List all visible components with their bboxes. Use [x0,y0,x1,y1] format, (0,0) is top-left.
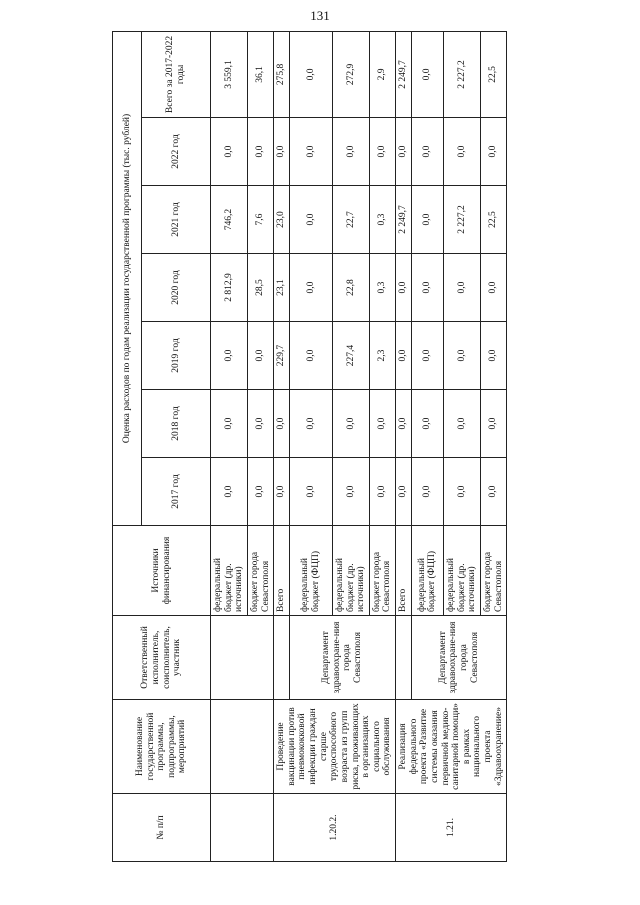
header-num: № п/п [113,794,211,862]
cell-value: 0,0 [369,118,395,186]
cell-value: 0,0 [444,390,481,458]
cell-resp: Департамент здравоохране-ния города Севастополя [289,616,395,700]
cell-value: 0,0 [274,118,290,186]
table-row [211,31,248,861]
cell-value: 0,0 [411,458,444,526]
cell-source: федеральный бюджет (др. источники) [444,526,481,616]
cell-num-empty [211,794,274,862]
cell-value: 0,0 [274,458,290,526]
cell-value: 22,8 [332,254,369,322]
cell-value: 0,0 [411,186,444,254]
header-total: Всего за 2017-2022 годы [142,31,211,117]
header-estimate: Оценка расходов по годам реализации государственной программы (тыс. рублей) [113,31,142,525]
header-year: 2022 год [142,118,211,186]
cell-source: бюджет города Севастополя [369,526,395,616]
cell-value: 0,0 [289,458,332,526]
cell-value: 0,0 [481,322,507,390]
cell-value: 0,0 [369,458,395,526]
cell-value: 2 249,7 [396,186,412,254]
cell-value: 0,0 [444,254,481,322]
header-year: 2020 год [142,254,211,322]
cell-resp-empty [274,616,290,700]
cell-value: 0,0 [396,390,412,458]
cell-value: 0,3 [369,186,395,254]
cell-value: 2,3 [369,322,395,390]
cell-resp-empty [396,616,412,700]
cell-value: 0,0 [289,118,332,186]
cell-value: 0,0 [411,254,444,322]
cell-source: федеральный бюджет (др. источники) [332,526,369,616]
cell-value: 0,0 [211,390,248,458]
cell-value: 227,4 [332,322,369,390]
cell-source: Всего [396,526,412,616]
cell-value: 0,0 [211,458,248,526]
header-year: 2021 год [142,186,211,254]
cell-value: 0,0 [396,458,412,526]
header-year: 2017 год [142,458,211,526]
cell-value: 0,0 [481,118,507,186]
cell-value: 0,0 [481,390,507,458]
cell-num: 1.21. [396,794,507,862]
table-row [396,31,412,861]
cell-value: 0,0 [247,458,273,526]
cell-value: 0,0 [444,322,481,390]
cell-value: 0,0 [211,118,248,186]
cell-value: 0,0 [481,458,507,526]
cell-resp: Департамент здравоохране-ния города Севастополя [411,616,507,700]
cell-value: 0,0 [481,254,507,322]
cell-source: бюджет города Севастополя [247,526,273,616]
cell-num: 1.20.2. [274,794,396,862]
cell-value: 0,0 [396,118,412,186]
cell-value: 0,0 [332,118,369,186]
cell-value: 0,0 [369,390,395,458]
cell-value: 0,0 [444,118,481,186]
cell-total: 0,0 [411,31,444,117]
cell-value: 28,5 [247,254,273,322]
cell-value: 0,0 [289,254,332,322]
cell-value: 0,0 [396,254,412,322]
header-year: 2018 год [142,390,211,458]
cell-total: 2 249,7 [396,31,412,117]
cell-value: 0,0 [211,322,248,390]
table-row [274,31,290,861]
cell-value: 0,0 [396,322,412,390]
cell-name-empty [211,700,274,794]
cell-total: 36,1 [247,31,273,117]
cell-value: 0,0 [289,322,332,390]
cell-resp-empty [211,616,274,700]
cell-source: бюджет города Севастополя [481,526,507,616]
cell-total: 3 559,1 [211,31,248,117]
cell-total: 22,5 [481,31,507,117]
cell-name: Реализация федерального проекта «Развитие системы оказания первичной медико-санитарной помощи» в рамках национального проекта «Здравоохранение» [396,700,507,794]
header-year: 2019 год [142,322,211,390]
cell-value: 0,0 [247,118,273,186]
cell-value: 0,0 [247,322,273,390]
cell-value: 229,7 [274,322,290,390]
cell-value: 0,0 [332,390,369,458]
cell-source: федеральный бюджет (ФЦП) [289,526,332,616]
cell-value: 22,7 [332,186,369,254]
cell-value: 0,0 [247,390,273,458]
cell-value: 2 812,9 [211,254,248,322]
cell-value: 2 227,2 [444,186,481,254]
cell-value: 0,0 [289,390,332,458]
cell-value: 0,0 [411,118,444,186]
cell-value: 0,0 [411,390,444,458]
cell-source: Всего [274,526,290,616]
cell-total: 2,9 [369,31,395,117]
cell-name: Проведение вакцинации против пневмококковой инфекции граждан старше трудоспособного возраста из групп риска, проживающих в организациях социального обслуживания [274,700,396,794]
cell-value: 0,3 [369,254,395,322]
cell-value: 23,1 [274,254,290,322]
cell-source: федеральный бюджет (ФЦП) [411,526,444,616]
cell-total: 2 227,2 [444,31,481,117]
cell-value: 22,5 [481,186,507,254]
rotated-page-content [112,32,640,862]
page-number: 131 [310,8,330,23]
cell-value: 7,6 [247,186,273,254]
cell-source: федеральный бюджет (др. источники) [211,526,248,616]
header-responsible: Ответственный исполнитель, соисполнитель, участник [113,616,211,700]
financing-table [112,31,507,862]
cell-value: 0,0 [274,390,290,458]
cell-total: 272,9 [332,31,369,117]
cell-total: 0,0 [289,31,332,117]
cell-value: 746,2 [211,186,248,254]
cell-value: 0,0 [332,458,369,526]
cell-value: 0,0 [444,458,481,526]
cell-value: 23,0 [274,186,290,254]
header-source: Источники финансирования [113,526,211,616]
cell-total: 275,8 [274,31,290,117]
header-name: Наименование государственной программы, подпрограммы, мероприятий [113,700,211,794]
cell-value: 0,0 [289,186,332,254]
cell-value: 0,0 [411,322,444,390]
